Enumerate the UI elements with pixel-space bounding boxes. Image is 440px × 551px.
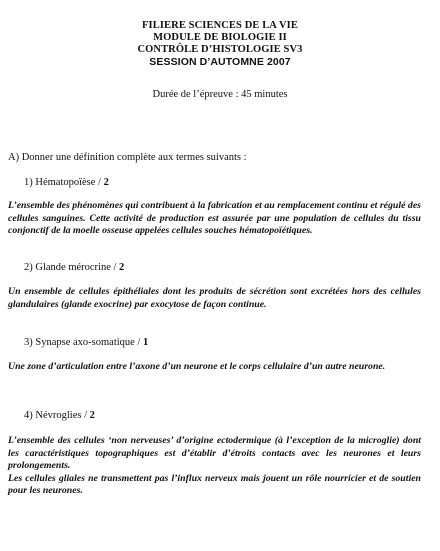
answer-3	[8, 361, 421, 374]
exam-duration: Durée de l’épreuve : 45 minutes	[152, 89, 288, 100]
header-line-module: MODULE DE BIOLOGIE II	[153, 32, 287, 43]
answer-2	[8, 286, 421, 311]
answer-4-text: L’ensemble des cellules ‘non nerveuses’ d’origine ectodermique (à l’exception de la microglie) dont les caractéristiques topographiques est d’établir d’étroits contacts avec les neurones et leurs prolongements.	[8, 435, 421, 472]
question-3-points: 1	[142, 337, 149, 348]
header-line-session: SESSION D’AUTOMNE 2007	[149, 56, 291, 68]
header-line-controle: CONTRÔLE D’HISTOLOGIE SV3	[137, 44, 303, 55]
question-2-label: 2) Glande mérocrine /	[24, 262, 120, 273]
answer-2-text: Un ensemble de cellules épithéliales dont les produits de sécrétion sont excrétées hors des cellules glandulaires (glande exocrine) par exocytose de façon continue.	[8, 286, 421, 310]
section-a-instruction: A) Donner une définition complète aux termes suivants :	[8, 152, 247, 163]
answer-4	[8, 435, 421, 498]
exam-header	[0, 20, 440, 68]
answer-4-text-2: Les cellules gliales ne transmettent pas l’influx nerveux mais jouent un rôle nourricier et de soutien pour les neurones.	[8, 472, 421, 497]
answer-3-text: Une zone d’articulation entre l’axone d’un neurone et le corps cellulaire d’un autre neurone.	[8, 361, 386, 372]
question-2	[24, 262, 124, 273]
question-4-label: 4) Névroglies /	[24, 410, 90, 421]
header-line-filiere: FILIERE SCIENCES DE LA VIE	[142, 20, 298, 31]
question-4	[24, 410, 95, 421]
question-1-label: 1) Hématopoïèse /	[24, 177, 104, 188]
question-3-label: 3) Synapse axo-somatique /	[24, 337, 143, 348]
question-4-points: 2	[89, 410, 95, 421]
question-2-points: 2	[119, 262, 125, 273]
question-3	[24, 337, 148, 348]
answer-1-text: L’ensemble des phénomènes qui contribuent à la fabrication et au remplacement continu et régulé des cellules sanguines. Cette activité de production est assurée par une population de cellules du tissu conjonctif de la moelle osseuse appelées cellules souches hématopoïétiques.	[8, 200, 421, 237]
question-1	[24, 177, 109, 188]
answer-1	[8, 200, 421, 238]
question-1-points: 2	[103, 177, 109, 188]
